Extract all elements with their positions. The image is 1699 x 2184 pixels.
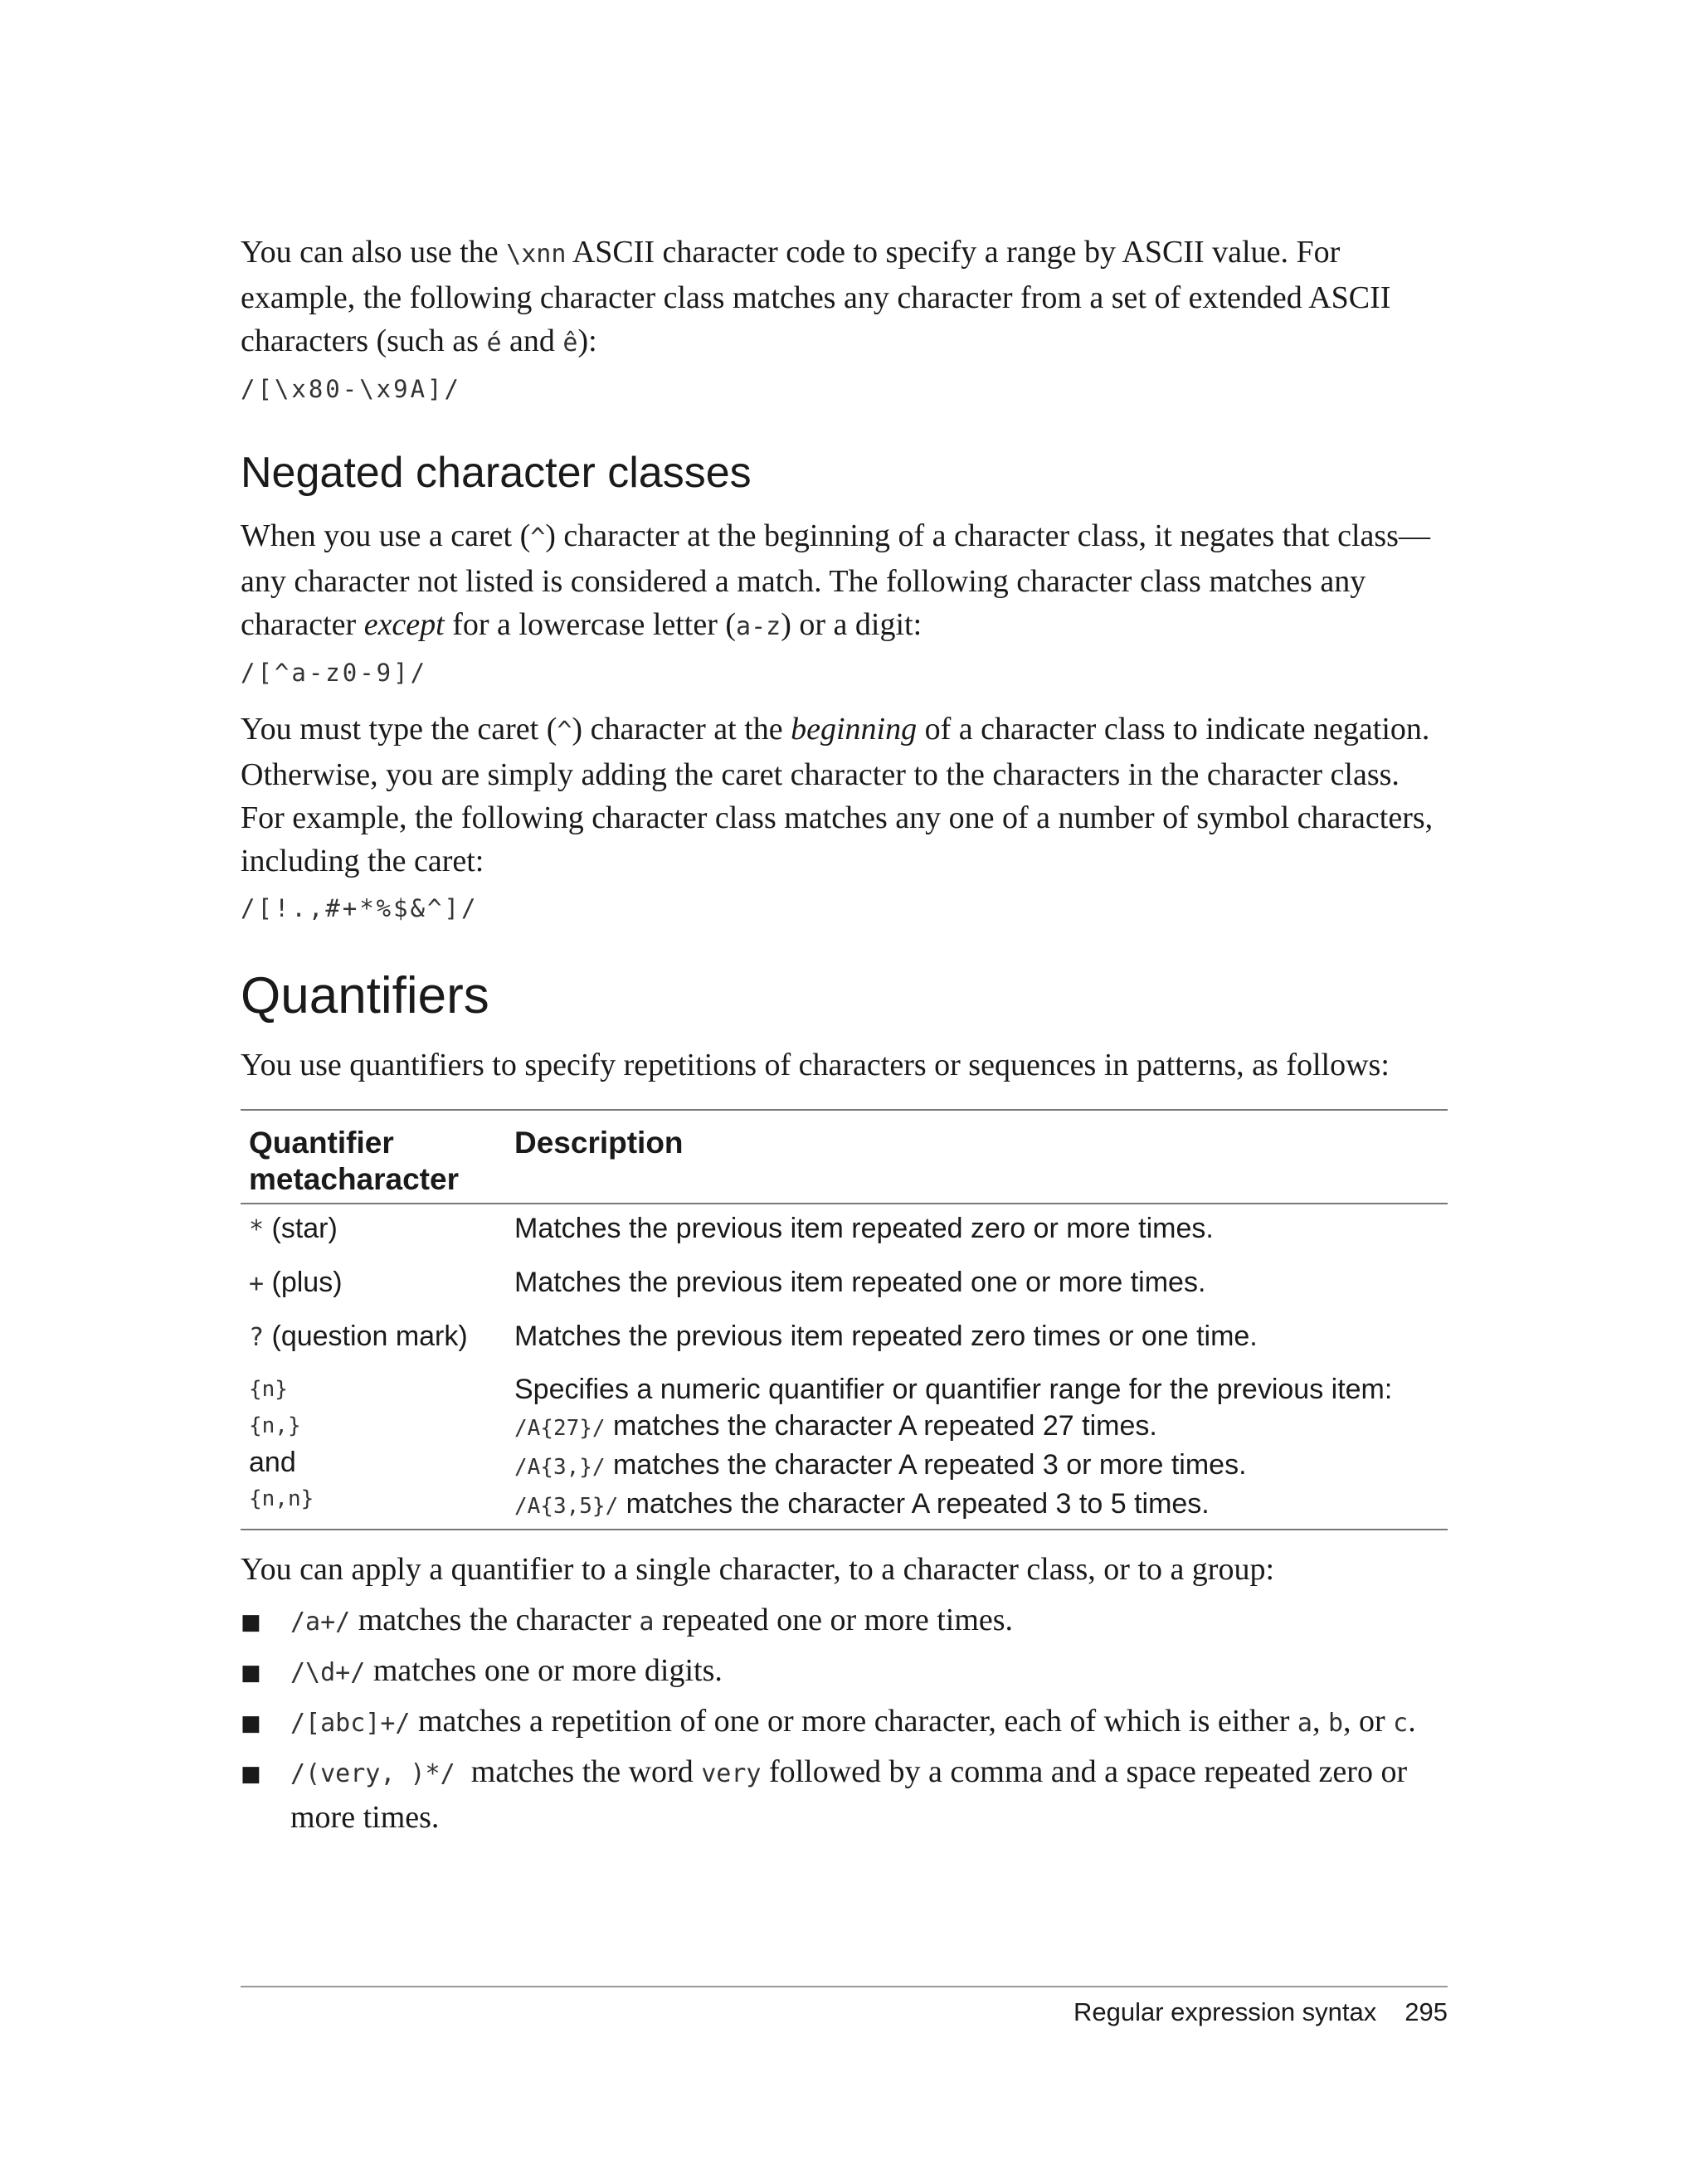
table-row-numeric-desc: Specifies a numeric quantifier or quantifier range for the previous item: /A{27}/ matches the character A repeated 27 times. /A{3,}/ matches the character A repeated 3 or more times. /A{3,5}/ matches the character A repeated 3 to 5 times. [514, 1374, 1393, 1520]
footer-rule [241, 1986, 1448, 1987]
code-example-negated: /[^a-z0-9]/ [241, 659, 428, 687]
table-row-star-desc: Matches the previous item repeated zero or more times. [514, 1213, 1214, 1244]
table-header-rule [241, 1203, 1448, 1204]
section-heading-negated: Negated character classes [241, 449, 752, 497]
table-top-rule [241, 1109, 1448, 1111]
negated-paragraph-1: When you use a caret (^) character at the beginning of a character class, it negates that class—any character not listed is considered a match. The following character class matches any character except for a lowercase letter (a-z) or a digit: [241, 518, 1430, 642]
page-footer [1073, 1997, 1448, 2027]
table-row-numeric-symbols: {n} {n,} and {n,n} [249, 1377, 314, 1511]
table-header-description: Description [514, 1126, 684, 1160]
code-example-symbols: /[!.,#+*%$&^]/ [241, 894, 479, 922]
page-number: 295 [1404, 1997, 1448, 2026]
bullet-marker: ■ [241, 1711, 261, 1736]
code-example-ascii-range: /[\x80-\x9A]/ [241, 375, 461, 403]
quantifiers-intro: You use quantifiers to specify repetitions of characters or sequences in patterns, as follows: [241, 1048, 1390, 1082]
bullet-marker: ■ [241, 1661, 261, 1685]
list-item-4: /(very, )*/ matches the word very followed by a comma and a space repeated zero or more times. [290, 1754, 1408, 1835]
table-row-star-symbol: * (star) [249, 1213, 338, 1244]
footer-section-title: Regular expression syntax [1073, 1997, 1377, 2026]
table-bottom-rule [241, 1529, 1448, 1530]
list-item-1: /a+/ matches the character a repeated one or more times. [290, 1603, 1014, 1637]
document-page [241, 0, 1448, 2184]
intro-paragraph: You can also use the \xnn ASCII character code to specify a range by ASCII value. For example, the following character class matches any character from a set of extended ASCII characters (such as é and ê): [241, 235, 1391, 358]
table-header-quantifier: Quantifier metacharacter [249, 1126, 459, 1196]
list-item-2: /\d+/ matches one or more digits. [290, 1653, 723, 1688]
table-row-plus-symbol: + (plus) [249, 1267, 343, 1298]
table-row-plus-desc: Matches the previous item repeated one or more times. [514, 1267, 1206, 1298]
negated-paragraph-2: You must type the caret (^) character at the beginning of a character class to indicate negation. Otherwise, you are simply adding the caret character to the characters in the character class. For example, the following character class matches any one of a number of symbol characters, including the caret: [241, 712, 1434, 878]
quantifiers-after-paragraph: You can apply a quantifier to a single character, to a character class, or to a group: [241, 1552, 1275, 1587]
table-row-question-symbol: ? (question mark) [249, 1321, 468, 1352]
bullet-marker: ■ [241, 1762, 261, 1787]
bullet-marker: ■ [241, 1610, 261, 1635]
list-item-3: /[abc]+/ matches a repetition of one or more character, each of which is either a, b, or c. [290, 1704, 1416, 1739]
table-row-question-desc: Matches the previous item repeated zero times or one time. [514, 1321, 1258, 1352]
section-heading-quantifiers: Quantifiers [241, 967, 489, 1024]
